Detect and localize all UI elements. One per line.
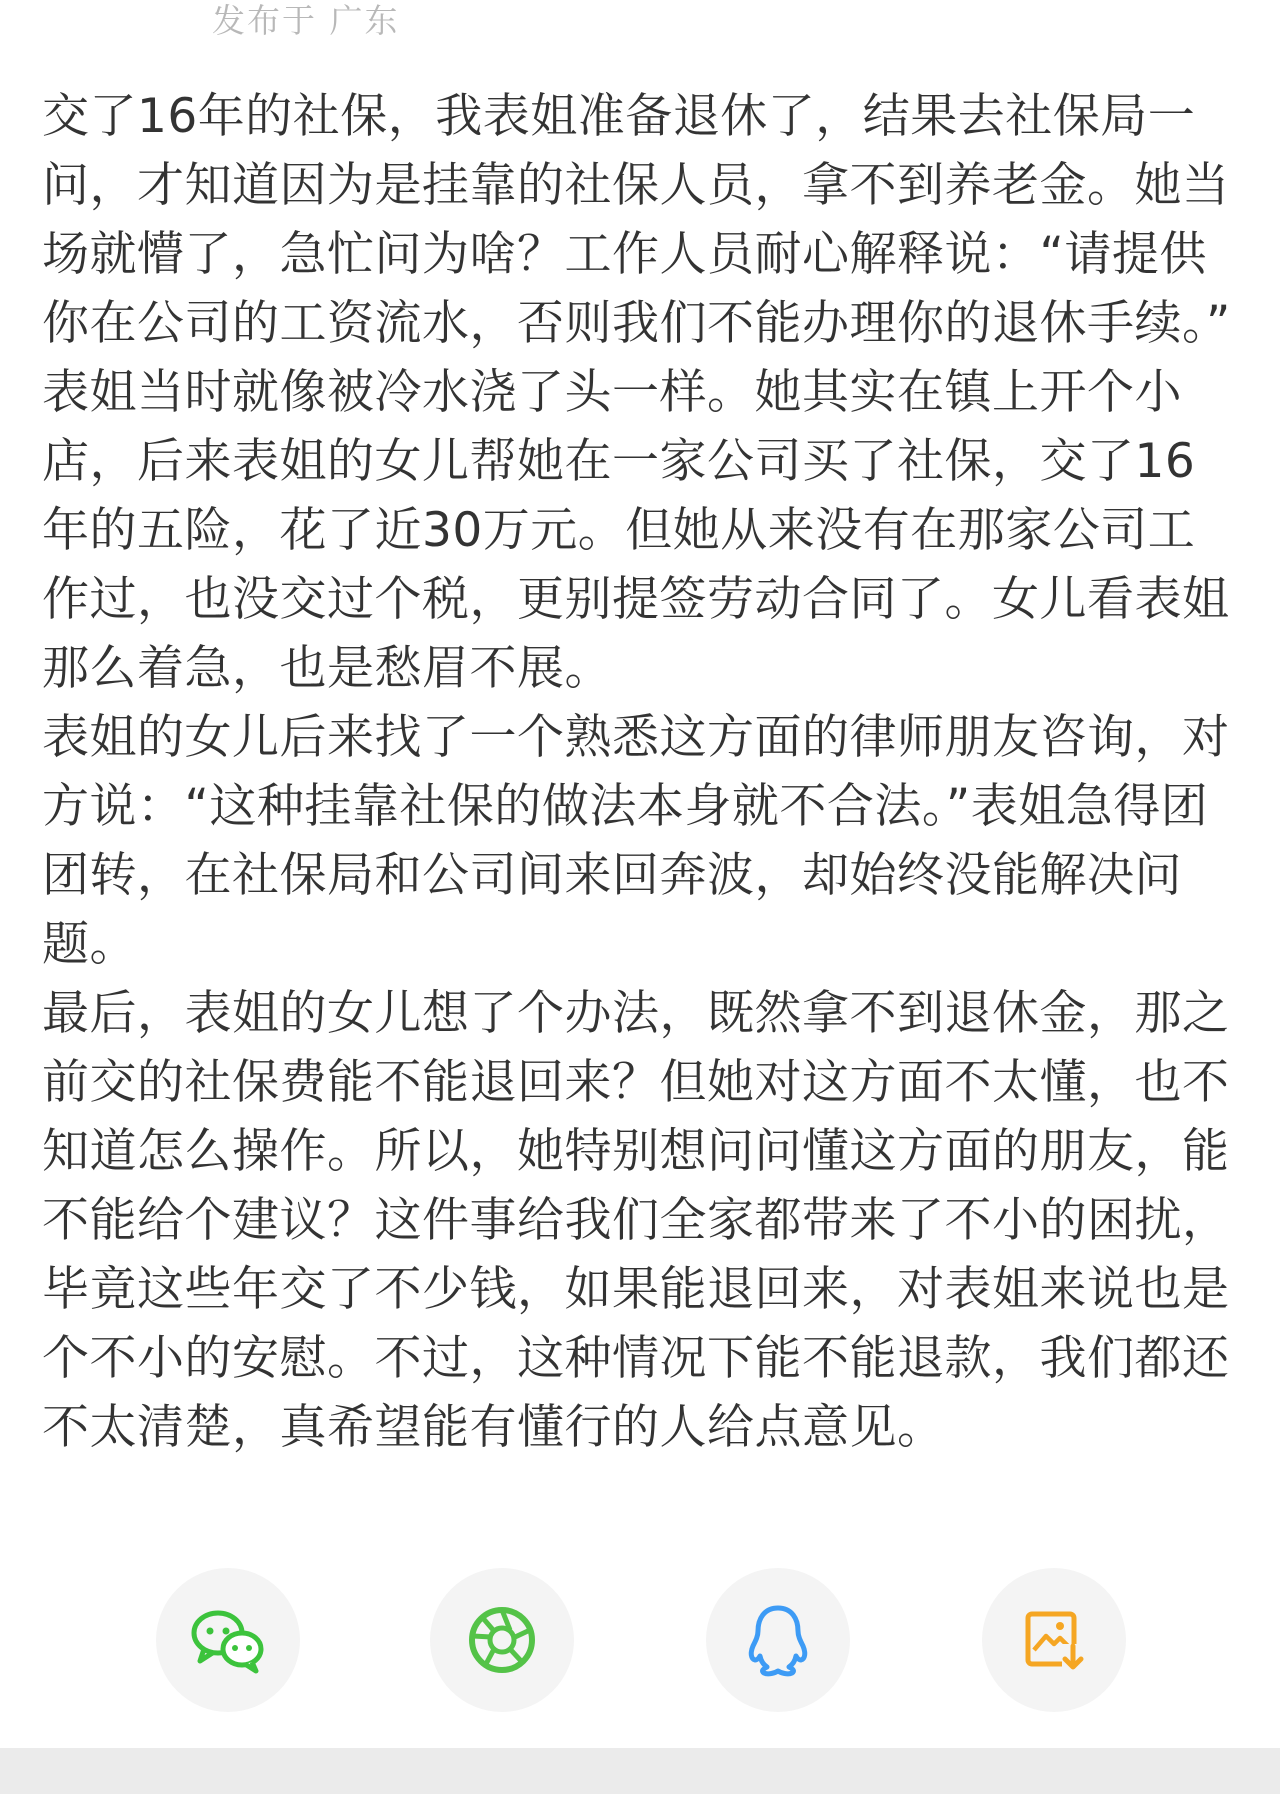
share-qq-button[interactable] [706, 1568, 850, 1712]
share-wechat-button[interactable] [156, 1568, 300, 1712]
save-image-button[interactable] [982, 1568, 1126, 1712]
post-paragraph: 交了16年的社保，我表姐准备退休了，结果去社保局一问，才知道因为是挂靠的社保人员，拿不到养老金。她当场就懵了，急忙问为啥？工作人员耐心解释说：“请提供你在公司的工资流水，否则我们不能办理你的退休手续。” [42, 89, 1231, 351]
moments-icon [466, 1604, 538, 1676]
save-image-icon [1020, 1606, 1088, 1674]
share-bar [0, 1568, 1280, 1718]
post-body [42, 82, 1242, 1462]
post-paragraph: 最后，表姐的女儿想了个办法，既然拿不到退休金，那之前交的社保费能不能退回来？但她对这方面不太懂，也不知道怎么操作。所以，她特别想问问懂这方面的朋友，能不能给个建议？这件事给我们全家都带来了不小的困扰，毕竟这些年交了不少钱，如果能退回来，对表姐来说也是个不小的安慰。不过，这种情况下能不能退款，我们都还不太清楚，真希望能有懂行的人给点意见。 [42, 986, 1230, 1455]
post-paragraph: 表姐当时就像被冷水浇了头一样。她其实在镇上开个小店，后来表姐的女儿帮她在一家公司买了社保，交了16年的五险，花了近30万元。但她从来没有在那家公司工作过，也没交过个税，更别提签劳动合同了。女儿看表姐那么着急，也是愁眉不展。 [42, 365, 1230, 696]
share-moments-button[interactable] [430, 1568, 574, 1712]
wechat-icon [188, 1605, 268, 1675]
bottom-divider-bar [0, 1748, 1280, 1794]
post-location: 发布于 广东 [212, 1, 400, 40]
post-paragraph: 表姐的女儿后来找了一个熟悉这方面的律师朋友咨询，对方说：“这种挂靠社保的做法本身就不合法。”表姐急得团团转，在社保局和公司间来回奔波，却始终没能解决问题。 [42, 710, 1230, 972]
qq-icon [746, 1603, 810, 1677]
